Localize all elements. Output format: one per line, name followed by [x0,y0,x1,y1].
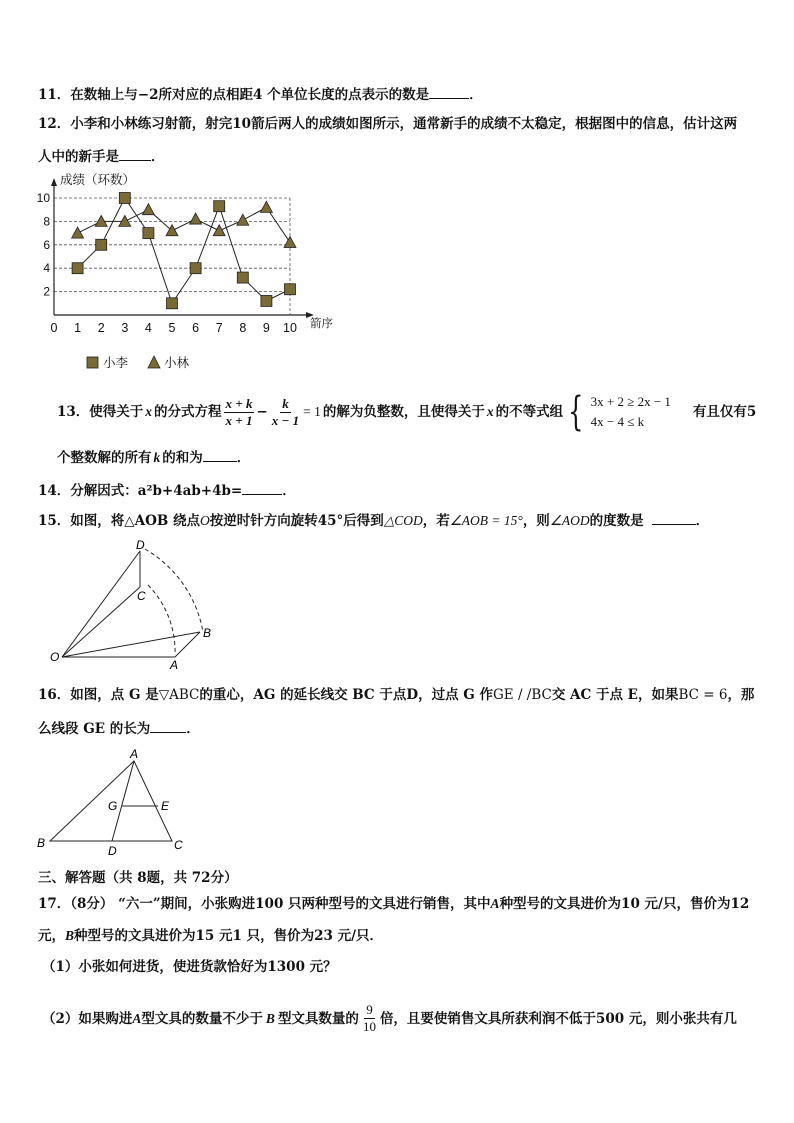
x-tick-label: 0 [50,321,58,335]
x-tick-label: 7 [215,321,223,335]
answer-blank-13 [203,447,237,462]
q16-triangle: ▽ABC [158,687,200,703]
triangle-marker [142,204,154,215]
y-axis-label: 成绩（环数） [60,173,136,187]
q13-inequality-system [563,389,671,435]
question-17-sub1: （1）小张如何进货，使进货款恰好为1300 元？ [42,959,337,975]
q13-line2a: 个整数解的所有 [57,450,152,466]
q13-fraction-2 [270,396,301,429]
triangle-marker [260,201,272,212]
square-marker [167,298,178,309]
answer-blank-15 [652,510,696,525]
question-16-line1 [38,686,754,704]
legend [87,355,190,370]
section-3-title: 三、解答题（共 8题，共 72分） [38,870,238,886]
y-tick-label: 10 [36,191,50,205]
q13-line2b: 的和为 [162,450,203,466]
left-brace-icon: { [568,389,584,435]
q15-angle-aod: ∠AOD [549,513,590,528]
q15-part1: 15．如图，将△AOB 绕点 [38,513,201,529]
answer-blank-16 [150,718,186,733]
q13-fraction-1 [224,396,255,429]
q16-line1d: ，那 [727,687,755,703]
square-marker [285,284,296,295]
question-12-line2 [38,146,165,166]
q17-var-a: A [490,896,500,911]
q17-line1: 17．（8分） “六一”期间，小张购进100 只两种型号的文具进行销售，其中 [38,896,491,912]
q16-end: ． [186,721,200,737]
x-ticks [51,321,297,335]
q17-sub2a: （2）如果购进 [42,1010,133,1027]
triangle-marker [95,215,107,226]
q15-part4: ，则 [522,513,550,529]
square-marker [143,228,154,239]
q17-sub2d: 倍，且要使销售文具所获利润不低于500 元，则小张共有几 [379,1010,737,1027]
q13-part2: 的分式方程 [154,404,222,420]
triangle-marker [213,225,225,236]
answer-blank-11 [429,84,469,99]
square-marker [237,272,248,283]
square-marker [261,295,272,306]
q13-frac1-den: x + 1 [225,412,253,428]
label-d: D [108,844,117,858]
arc-ac [148,585,175,655]
centroid-figure [34,747,204,860]
question-13-line1 [57,389,757,435]
q15-part3: ，若 [422,513,450,529]
q15-part2: 按逆时针方向旋转45°后得到 [209,513,384,529]
q13-frac2-num: k [282,395,289,411]
q13-ineq2: 4x − 4 ≤ k [590,414,645,429]
y-tick-label: 4 [43,261,50,276]
arc-bd [145,549,203,632]
q16-line2: 么线段 GE 的长为 [38,721,151,737]
q17-var-b: B [65,928,75,943]
q17-frac-den: 10 [362,1019,376,1034]
square-marker [96,239,107,250]
y-tick-label: 8 [43,214,50,229]
q17-sub2-var-a: A [132,1010,142,1026]
triangle-marker [237,214,249,225]
question-15 [38,510,709,530]
q16-line1a: 16．如图，点 G 是 [38,687,159,703]
q17-line2b: 种型号的文具进价为15 元1 只，售价为23 元/只． [74,928,384,944]
label-o: O [50,650,60,664]
x-tick-label: 9 [262,321,270,335]
x-tick-label: 3 [121,321,129,335]
q15-end: ． [695,513,710,529]
q15-angle-aob: ∠AOB = 15° [449,513,523,528]
q13-end: ． [236,450,251,466]
x-tick-label: 2 [97,321,105,335]
legend-triangle-icon [148,356,160,368]
label-c: C [137,589,146,603]
q13-part4: 的不等式组 [495,404,564,420]
question-12-end: ． [151,149,165,165]
rotation-figure [48,537,228,672]
triangle-marker [190,213,202,224]
question-17-line2 [38,927,383,945]
y-axis-arrow [51,178,57,186]
x-tick-label: 1 [74,321,82,335]
q16-line1b: 的重心，AG 的延长线交 BC 于点D，过点 G 作 [199,687,494,703]
q17-line1b: 种型号的文具进价为10 元/只，售价为12 [499,896,750,912]
y-tick-label: 2 [43,284,50,299]
q13-var-k: k [153,450,161,465]
q13-var-x: x [145,404,153,419]
question-12-line2-text: 人中的新手是 [38,149,119,165]
q13-frac1-num: x + k [225,395,253,411]
legend-label-xiaoli: 小李 [103,356,129,370]
question-11-end: ． [469,87,483,103]
y-ticks [37,191,51,299]
q13-frac2-den: x − 1 [271,412,300,428]
q13-part5: 有且仅有5 [692,404,757,420]
triangle-marker [119,215,131,226]
label-a: A [130,747,139,761]
q17-sub2b: 型文具的数量不少于 [141,1010,263,1027]
series-line-0 [78,198,290,303]
q14-text: 14．分解因式：a²b+4ab+4b= [38,483,243,499]
square-marker [190,263,201,274]
q15-part5: 的度数是 [589,513,644,529]
y-tick-label: 6 [43,237,50,252]
label-d: D [136,538,145,552]
question-13-line2 [57,447,250,467]
series-line-1 [78,207,290,242]
question-17-sub2 [42,1002,737,1035]
q17-sub2c: 型文具数量的 [277,1010,359,1027]
score-chart [30,170,350,375]
q17-frac-num: 9 [366,1002,373,1017]
legend-label-xiaolin: 小林 [164,356,190,370]
q15-point-o: O [200,513,210,528]
label-c: C [174,838,183,852]
q13-part3: 的解为负整数，且使得关于 [322,404,485,420]
q14-end: ． [282,483,296,499]
question-11-text: 11．在数轴上与−2所对应的点相距4 个单位长度的点表示的数是 [38,87,430,103]
q13-ineq1: 3x + 2 ≥ 2x − 1 [590,394,671,409]
segment-oc [62,587,140,657]
question-12-line1: 12．小李和小林练习射箭，射完10箭后两人的成绩如图所示，通常新手的成绩不太稳定，根据图中的信息，估计这两 [38,116,738,132]
x-tick-label: 8 [239,321,247,335]
label-e: E [161,799,170,813]
label-b: B [37,836,46,850]
question-16-line2 [38,718,200,738]
segment-od [62,551,140,657]
triangle-marker [284,236,296,247]
q17-sub2-var-b: B [265,1010,275,1026]
square-marker [119,193,130,204]
q13-eq: = 1 [303,404,321,419]
chart-grid [54,198,290,292]
x-tick-label: 5 [168,321,176,335]
x-tick-label: 10 [283,321,297,335]
x-axis-label: 箭序 [310,318,333,330]
q17-line2a: 元， [38,928,65,944]
square-marker [72,263,83,274]
question-17-line1 [38,895,749,913]
square-marker [214,201,225,212]
label-a: A [170,658,179,672]
label-g: G [108,799,118,813]
q15-triangle-cod: △COD [383,513,423,528]
question-14 [38,480,296,500]
q17-fraction [361,1002,378,1035]
answer-blank-12 [119,146,151,161]
triangle-marker [72,227,84,238]
legend-square-icon [87,357,98,368]
question-11 [38,84,483,104]
q16-bc: BC = 6 [678,687,728,703]
label-b: B [203,626,212,640]
q13-var-x-2: x [486,404,494,419]
q13-part1: 13．使得关于 [57,404,144,420]
q16-parallel: GE / /BC [493,687,552,703]
x-tick-label: 6 [192,321,200,335]
x-tick-label: 4 [144,321,152,335]
q16-line1c: 交 AC 于点 E，如果 [551,687,679,703]
answer-blank-14 [242,480,282,495]
q13-minus: − [256,404,268,420]
